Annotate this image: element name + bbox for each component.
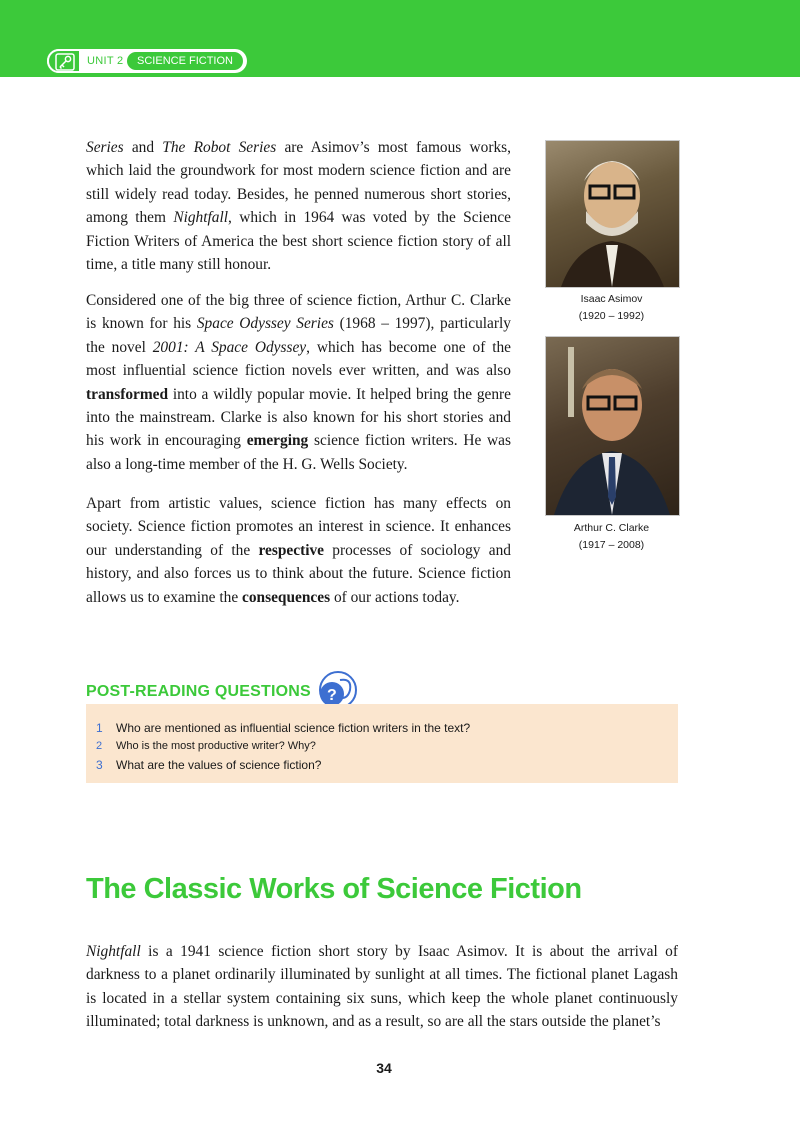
page-number: 34 — [376, 1060, 392, 1076]
vocab-emerging: emerging — [246, 432, 309, 450]
caption-years: (1920 – 1992) — [578, 310, 645, 322]
unit-badge — [47, 49, 247, 73]
paragraph-clarke: Considered one of the big three of science fiction, Arthur C. Clarke is known for his Space Odyssey Series (1968 – 1997), particularly the novel 2001: A Space Odyssey, which has become one of the most influential science fiction novels ever written, and was also transformed into a wildly popular movie. It helped bring the genre into the mainstream. Clarke is also known for his short stories and his work in encouraging emerging science fiction writers. He was also a long-time member of the H. G. Wells Society. — [86, 292, 511, 473]
post-reading-questions — [86, 704, 678, 783]
question-item: 1 Who are mentioned as influential science fiction writers in the text? — [96, 721, 471, 735]
asimov-caption — [545, 291, 678, 325]
vocab-respective: respective — [258, 541, 324, 559]
clarke-photo — [545, 336, 680, 516]
paragraph-effects: Apart from artistic values, science fiction has many effects on society. Science fiction promotes an interest in science. It enhances our understanding of the respective processes of sociology and history, and also forces us to think about the future. Science fiction allows us to examine the consequences of our actions today. — [86, 495, 511, 606]
caption-name: Arthur C. Clarke — [573, 522, 650, 534]
vocab-consequences: consequences — [242, 588, 331, 606]
paragraph-asimov: Series and The Robot Series are Asimov’s most famous works, which laid the groundwork for most modern science fiction and are still widely read today. Besides, he penned numerous short stories, among them Nightfall, which in 1964 was voted by the Science Fiction Writers of America the best short science fiction story of all time, a title many still honour. — [86, 139, 512, 274]
clarke-caption — [545, 520, 678, 554]
caption-name: Isaac Asimov — [580, 293, 643, 305]
post-reading-title: POST-READING QUESTIONS — [86, 683, 311, 700]
unit-topic: SCIENCE FICTION — [127, 52, 243, 70]
svg-text:?: ? — [327, 687, 337, 704]
asimov-photo — [545, 140, 680, 288]
question-item: 3 What are the values of science fiction? — [96, 758, 322, 772]
key-icon — [47, 49, 81, 73]
section-title: The Classic Works of Science Fiction — [86, 873, 582, 905]
caption-years: (1917 – 2008) — [578, 539, 645, 551]
question-item: 2 Who is the most productive writer? Why? — [96, 740, 316, 752]
vocab-transformed: transformed — [86, 385, 169, 403]
paragraph-nightfall: Nightfall is a 1941 science fiction short story by Isaac Asimov. It is about the arrival of darkness to a planet ordinarily illuminated by sunlight at all times. The fictional planet Lagash is located in a stellar system containing six suns, which keep the whole planet continuously illuminated; total darkness is unknown, and as a result, so are all the stars outside the planet’s — [86, 943, 678, 1031]
unit-label: UNIT 2 — [87, 55, 124, 67]
